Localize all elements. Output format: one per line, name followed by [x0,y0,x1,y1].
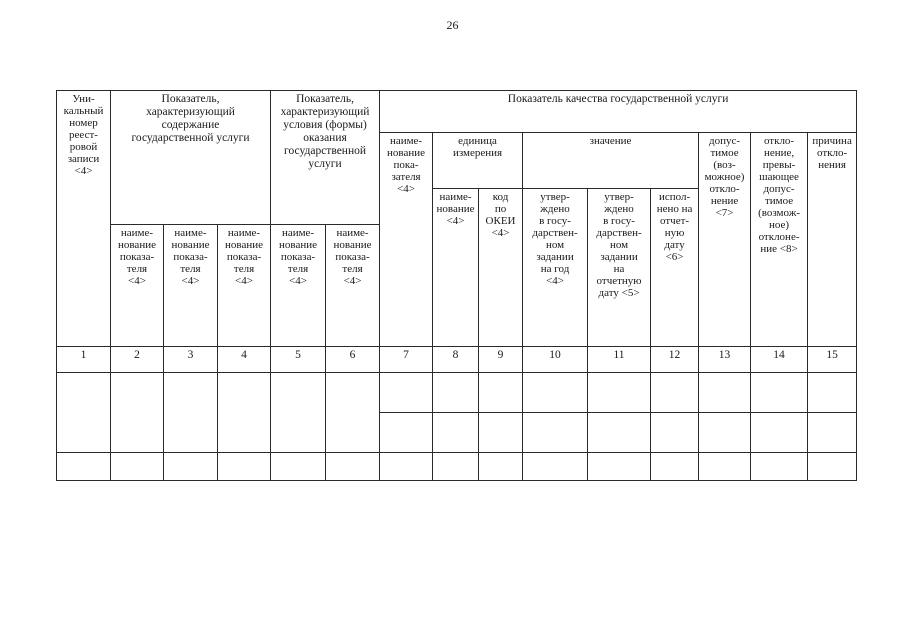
approved-year-header [523,189,588,347]
table-cell [588,413,651,453]
approved-date-header [588,189,651,347]
registry-number-label: Уни- кальный номер реест- ровой записи <4> [63,93,104,177]
table-cell [57,373,111,453]
content-indicator-name-label-2: наиме- нование показа- теля <4> [171,227,210,287]
column-number: 11 [588,347,651,373]
conditions-indicator-name-header-1 [271,225,326,347]
table-cell [433,373,479,413]
table-cell [651,413,699,453]
table-cell [751,453,808,481]
table-cell [808,453,857,481]
table-row [57,453,857,481]
column-number: 7 [380,347,433,373]
conditions-indicator-name-label-2: наиме- нование показа- теля <4> [333,227,372,287]
table-cell [588,453,651,481]
column-number: 10 [523,347,588,373]
column-number: 4 [218,347,271,373]
approved-year-label: утвер- ждено в госу- дарствен- ном задании на год <4> [532,191,578,287]
column-number: 9 [479,347,523,373]
column-number: 12 [651,347,699,373]
column-numbers-row [57,347,857,373]
table-cell [699,453,751,481]
table-row [57,373,857,413]
exceeding-deviation-label: откло- нение, превы- шающее допус- тимое (возмож- ное) отклоне- ние <8> [758,135,800,255]
table-cell [380,413,433,453]
unit-name-header [433,189,479,347]
okei-code-label: код по ОКЕИ <4> [485,191,516,239]
table-cell [164,453,218,481]
table-cell [523,453,588,481]
value-group-label: значение [589,135,632,147]
table-cell [164,373,218,453]
quality-indicator-name-header [380,133,433,347]
table-cell [651,453,699,481]
table-cell [808,413,857,453]
content-indicator-name-label-1: наиме- нование показа- теля <4> [118,227,156,287]
registry-number-header [57,91,111,347]
table-cell [380,453,433,481]
table-cell [271,453,326,481]
table-cell [111,453,164,481]
conditions-indicator-name-label-1: наиме- нование показа- теля <4> [279,227,318,287]
value-group-header [523,133,699,189]
content-indicator-name-header-3 [218,225,271,347]
content-indicator-group-header [111,91,271,225]
table-cell [523,413,588,453]
table-cell [380,373,433,413]
quality-indicator-name-label: наиме- нование пока- зателя <4> [387,135,426,195]
column-number: 5 [271,347,326,373]
allowed-deviation-label: допус- тимое (воз- можное) откло- нение <7> [704,135,745,219]
deviation-reason-header [808,133,857,347]
quality-indicator-table [56,90,857,481]
column-number: 6 [326,347,380,373]
executed-date-label: испол- нено на отчет- ную дату <6> [656,191,693,263]
table-cell [651,373,699,413]
content-indicator-group-label: Показатель, характеризующий содержание государственной услуги [131,93,250,144]
table-cell [326,453,380,481]
column-number: 2 [111,347,164,373]
table-cell [479,413,523,453]
conditions-indicator-group-label: Показатель, характеризующий условия (формы) оказания государственной услуги [280,93,370,170]
column-number: 15 [808,347,857,373]
table-cell [699,413,751,453]
table-cell [433,413,479,453]
table-cell [751,413,808,453]
executed-date-header [651,189,699,347]
content-indicator-name-header-1 [111,225,164,347]
okei-code-header [479,189,523,347]
table-cell [699,373,751,413]
table-cell [751,373,808,413]
content-indicator-name-header-2 [164,225,218,347]
table-cell [326,373,380,453]
table-cell [808,373,857,413]
column-number: 14 [751,347,808,373]
conditions-indicator-name-header-2 [326,225,380,347]
approved-date-label: утвер- ждено в госу- дарствен- ном задании на отчетную дату <5> [596,191,642,299]
column-number: 3 [164,347,218,373]
table-cell [479,373,523,413]
column-number: 1 [57,347,111,373]
table-cell [218,453,271,481]
deviation-reason-label: причина откло- нения [812,135,852,171]
page-number: 26 [446,18,459,32]
table-cell [588,373,651,413]
unit-group-header [433,133,523,189]
table-cell [479,453,523,481]
table-cell [433,453,479,481]
allowed-deviation-header [699,133,751,347]
table-cell [523,373,588,413]
unit-name-label: наиме- нование <4> [436,191,475,227]
column-number: 8 [433,347,479,373]
conditions-indicator-group-header [271,91,380,225]
column-number: 13 [699,347,751,373]
exceeding-deviation-header [751,133,808,347]
table-cell [271,373,326,453]
table-cell [218,373,271,453]
table-cell [57,453,111,481]
content-indicator-name-label-3: наиме- нование показа- теля <4> [225,227,263,287]
unit-group-label: единица измерения [452,135,503,159]
quality-indicator-group-header [380,91,857,133]
table-cell [111,373,164,453]
quality-indicator-group-label: Показатель качества государственной услуги [507,93,729,105]
